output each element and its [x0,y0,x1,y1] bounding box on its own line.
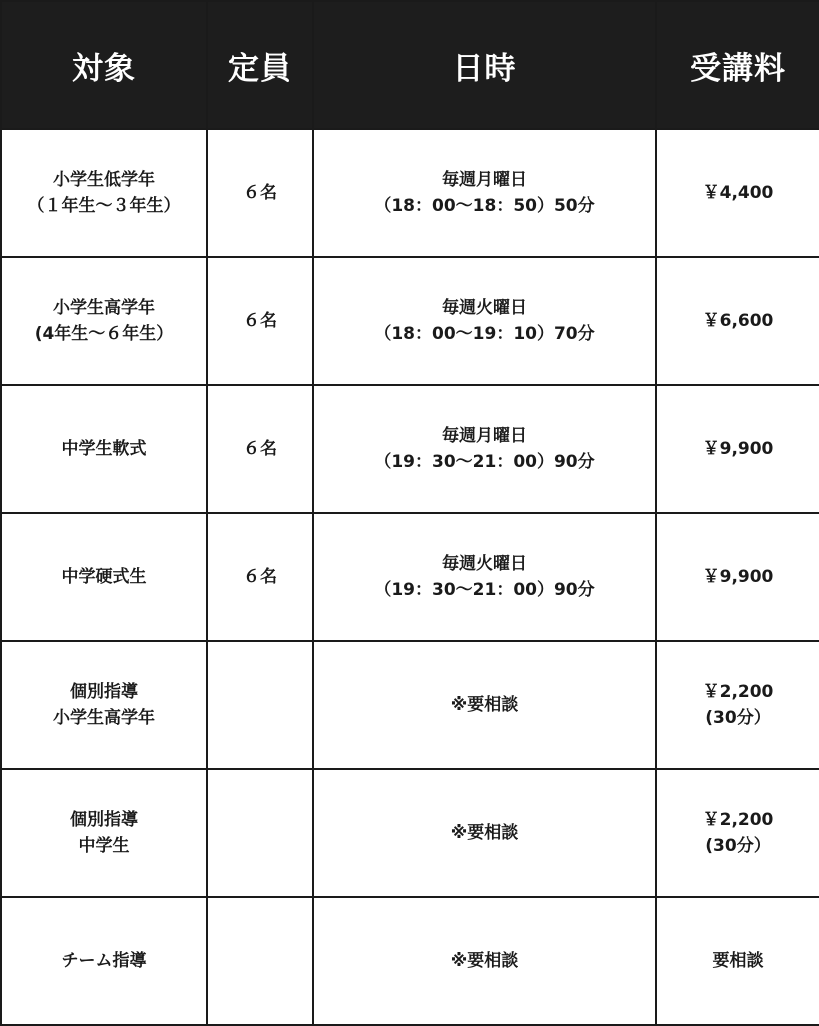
fee-line: ￥2,200 [702,681,774,702]
schedule-line: ※要相談 [450,822,519,843]
table-row [1,257,819,385]
target-line: 個別指導 [70,809,138,830]
cell-schedule [313,257,656,385]
table-row [1,641,819,769]
cell-fee [656,257,819,385]
header-row [1,1,819,129]
fee-line: (30分） [705,708,771,728]
cell-schedule [313,385,656,513]
schedule-line: ※要相談 [450,694,519,715]
target-line: 中学生軟式 [61,438,147,459]
cell-fee [656,641,819,769]
header-capacity: 定員 [207,1,313,129]
cell-capacity: ６名 [207,513,313,641]
table-row [1,897,819,1025]
schedule-line: （19：30～21：00）90分 [374,580,595,600]
cell-target [1,769,207,897]
fee-line: ￥9,900 [702,438,774,459]
table-row [1,769,819,897]
schedule-line: 毎週火曜日 [442,553,527,574]
cell-fee [656,129,819,257]
fee-line: ￥2,200 [702,809,774,830]
schedule-line: ※要相談 [450,950,519,971]
cell-fee [656,897,819,1025]
target-line: 中学生 [78,836,130,856]
cell-capacity: ６名 [207,385,313,513]
header-fee: 受講料 [656,1,819,129]
cell-capacity: ６名 [207,129,313,257]
schedule-line: （19：30～21：00）90分 [374,452,595,472]
fee-line: (30分） [705,836,771,856]
cell-schedule [313,897,656,1025]
target-line: 小学生高学年 [53,708,155,728]
cell-target [1,385,207,513]
cell-target [1,129,207,257]
cell-target [1,257,207,385]
cell-capacity [207,641,313,769]
cell-capacity [207,897,313,1025]
cell-fee [656,385,819,513]
target-line: 個別指導 [70,681,138,702]
schedule-line: 毎週月曜日 [442,425,527,446]
table-row [1,129,819,257]
schedule-line: （18：00～18：50）50分 [374,196,595,216]
schedule-line: 毎週月曜日 [442,169,527,190]
cell-fee [656,513,819,641]
table-row [1,385,819,513]
target-line: 中学硬式生 [61,566,147,587]
header-schedule: 日時 [313,1,656,129]
header-target: 対象 [1,1,207,129]
table-row [1,513,819,641]
cell-capacity [207,769,313,897]
target-line: 小学生低学年 [53,169,155,190]
fee-line: ￥9,900 [702,566,774,587]
target-line: 小学生高学年 [53,297,155,318]
cell-target [1,513,207,641]
cell-schedule [313,641,656,769]
cell-schedule [313,769,656,897]
fee-line: ￥6,600 [702,310,774,331]
target-line: チーム指導 [61,950,147,971]
cell-schedule [313,513,656,641]
cell-fee [656,769,819,897]
cell-schedule [313,129,656,257]
target-line: (4年生～６年生） [34,324,174,344]
fee-line: 要相談 [712,950,764,971]
schedule-line: 毎週火曜日 [442,297,527,318]
cell-target [1,641,207,769]
fee-line: ￥4,400 [702,182,774,203]
cell-target [1,897,207,1025]
cell-capacity: ６名 [207,257,313,385]
target-line: （１年生～３年生） [27,196,181,216]
schedule-line: （18：00～19：10）70分 [374,324,595,344]
